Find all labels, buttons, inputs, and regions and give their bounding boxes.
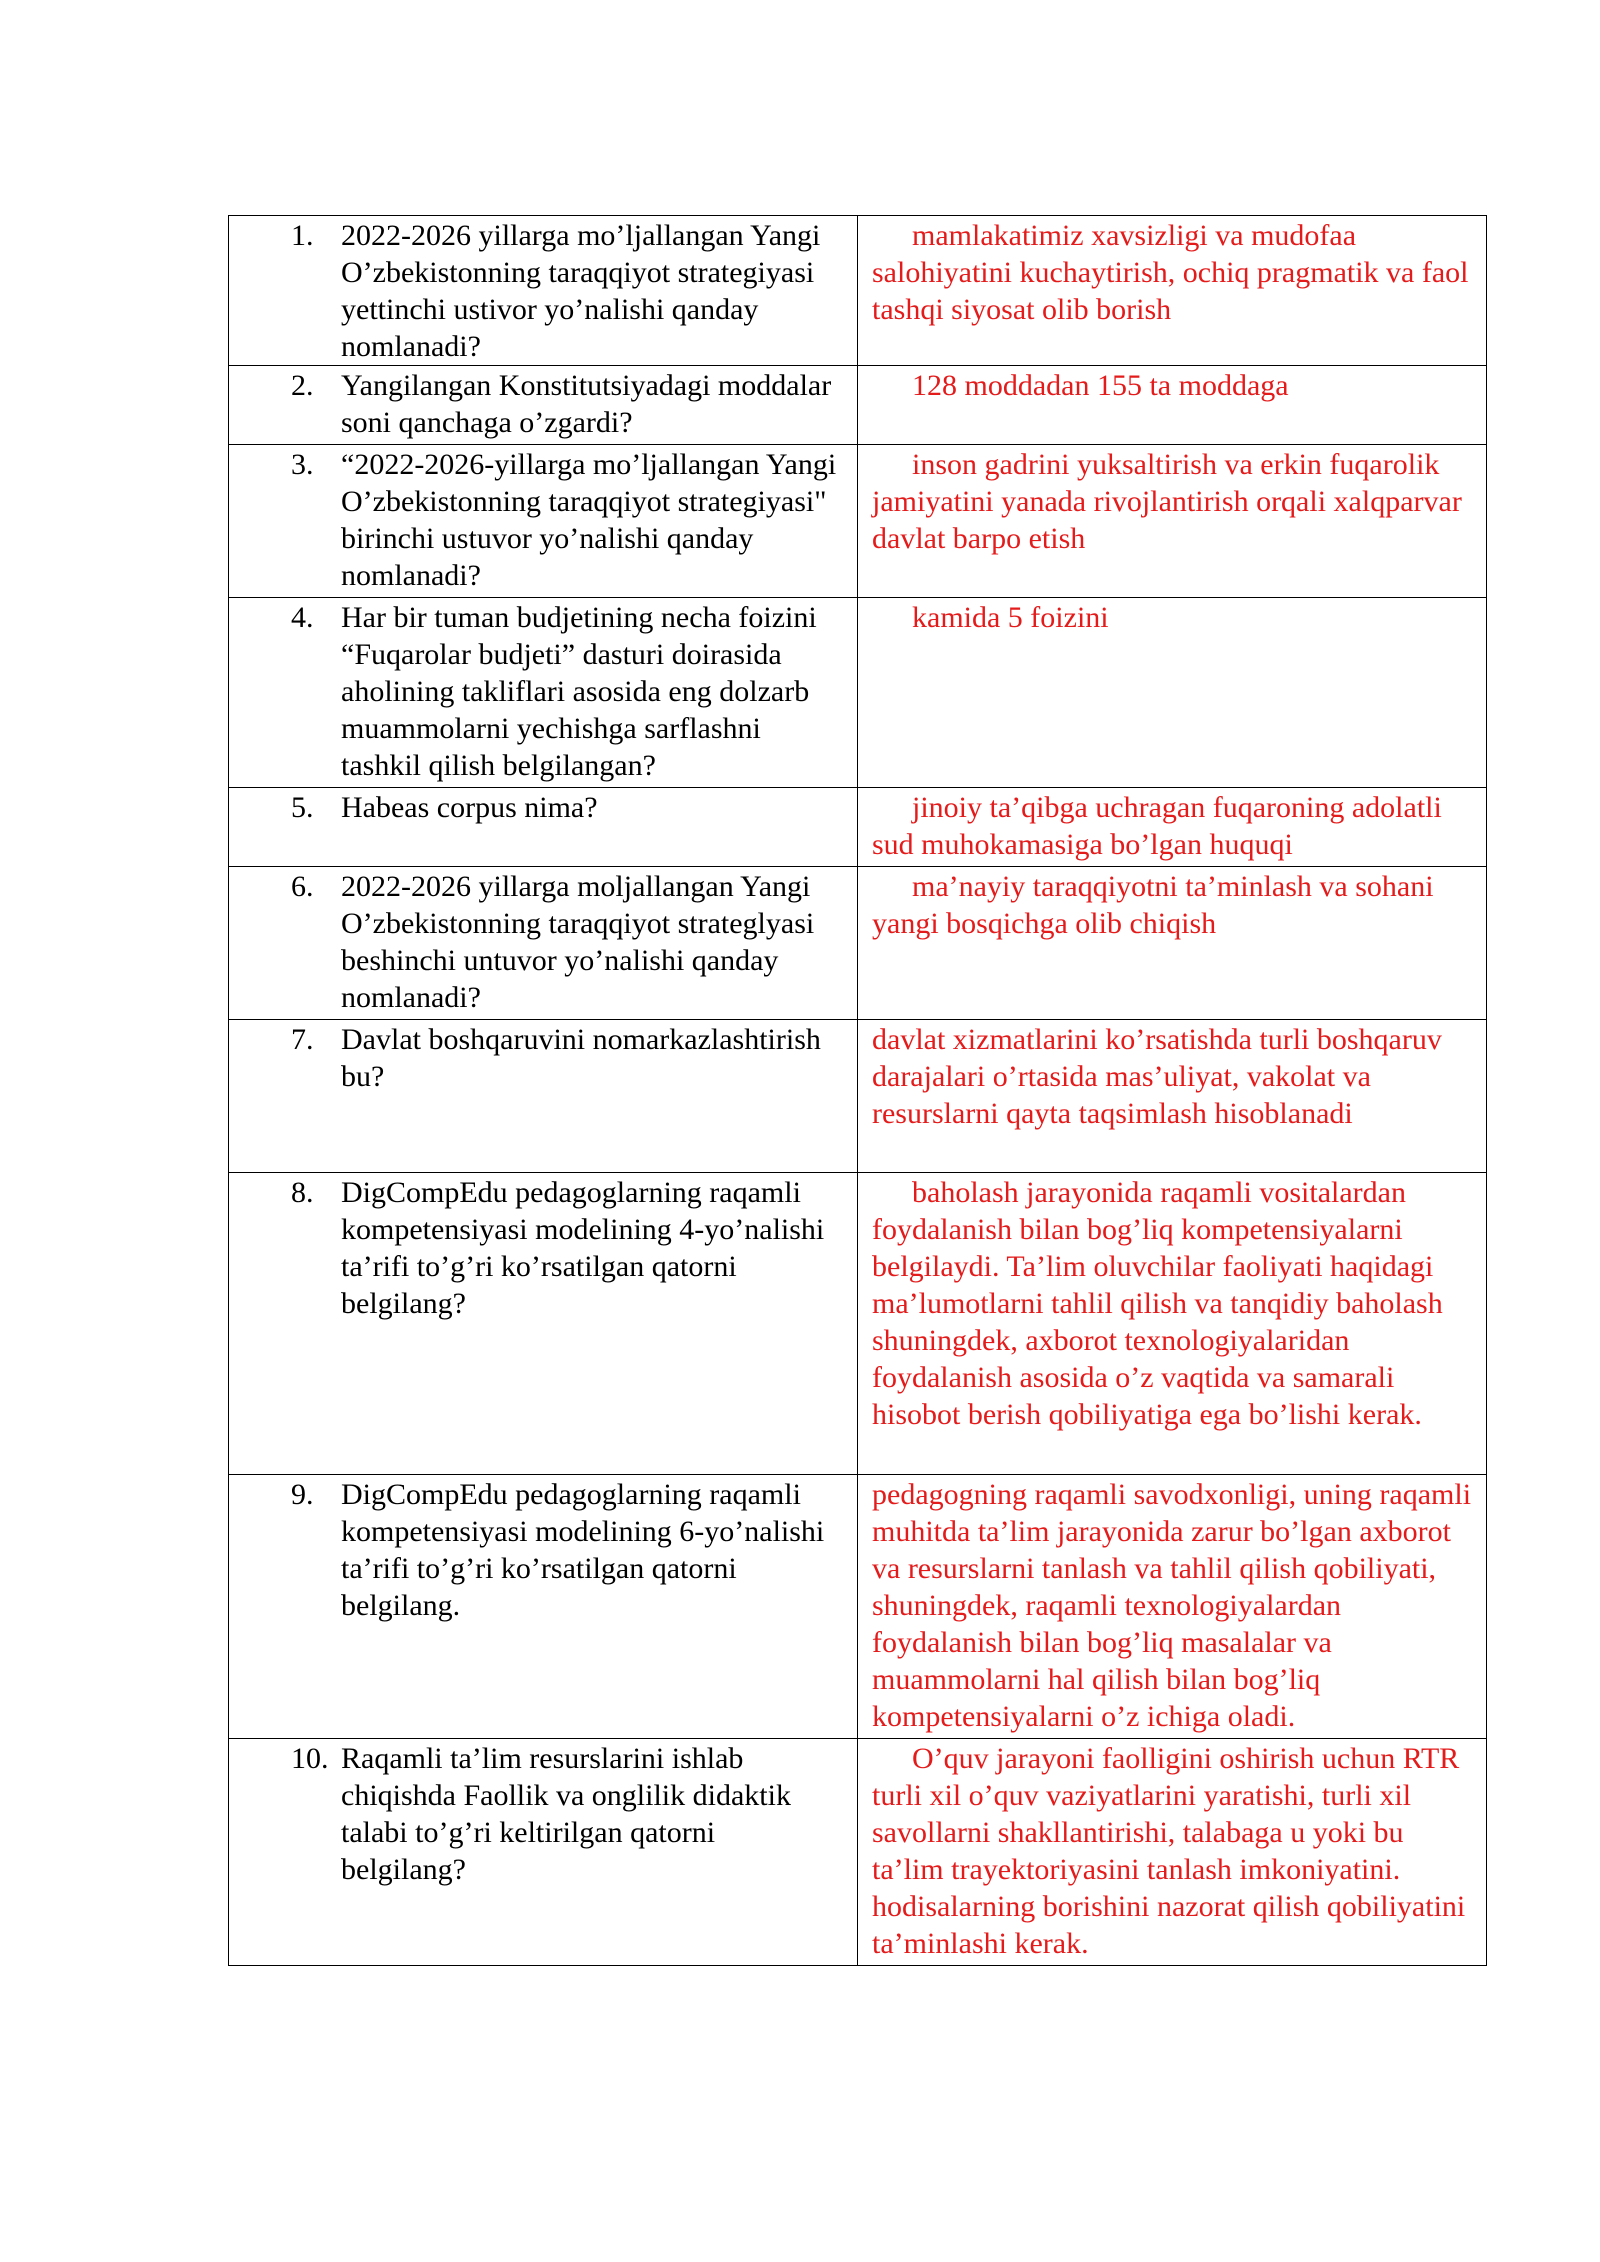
answer-text: O’quv jarayoni faolligini oshirish uchun RTR turli xil o’quv vaziyatlarini yaratishi, turli xil savollarni shakllantirishi, talabaga u yoki bu ta’lim trayektoriyasini tanlash imkoniyatini. hodisalarning borishini nazorat qilish qobiliyatini ta’minlashi kerak. xyxy=(872,1742,1466,1960)
question-number: 6. xyxy=(291,870,314,903)
answer-text: ma’nayiy taraqqiyotni ta’minlash va sohani yangi bosqichga olib chiqish xyxy=(872,870,1434,940)
answer-cell xyxy=(858,788,1487,867)
answer-cell xyxy=(858,1020,1487,1173)
table-row xyxy=(229,598,1487,788)
answer-cell xyxy=(858,366,1487,445)
question-cell xyxy=(229,598,858,788)
answer-cell xyxy=(858,598,1487,788)
answer-cell xyxy=(858,867,1487,1020)
answer-cell xyxy=(858,216,1487,366)
table-row xyxy=(229,1475,1487,1739)
answer-text: baholash jarayonida raqamli vositalardan foydalanish bilan bog’liq kompetensiyalarni belgilaydi. Ta’lim oluvchilar faoliyati haqidagi ma’lumotlarni tahlil qilish va tanqidiy baholash shuningdek, axborot texnologiyalaridan foydalanish asosida o’z vaqtida va samarali hisobot berish qobiliyatiga ega bo’lishi kerak. xyxy=(872,1176,1443,1431)
table-row xyxy=(229,445,1487,598)
answer-cell xyxy=(858,1739,1487,1966)
question-cell xyxy=(229,788,858,867)
question-cell xyxy=(229,445,858,598)
question-number: 10. xyxy=(291,1742,329,1775)
question-text: 2022-2026 yillarga mo’ljallangan Yangi O’zbekistonning taraqqiyot strategiyasi yettinchi ustivor yo’nalishi qanday nomlanadi? xyxy=(341,219,821,363)
answer-cell xyxy=(858,1475,1487,1739)
answer-text: pedagogning raqamli savodxonligi, uning raqamli muhitda ta’lim jarayonida zarur bo’lgan axborot va resurslarni tanlash va tahlil qilish qobiliyati, shuningdek, raqamli texnologiyalardan foydalanish bilan bog’liq masalalar va muammolarni hal qilish bilan bog’liq kompetensiyalarni o’z ichiga oladi. xyxy=(872,1478,1472,1733)
question-cell xyxy=(229,867,858,1020)
question-text: Habeas corpus nima? xyxy=(341,791,598,824)
table-row xyxy=(229,1020,1487,1173)
answer-cell xyxy=(858,1173,1487,1475)
question-text: 2022-2026 yillarga moljallangan Yangi O’zbekistonning taraqqiyot strateglyasi beshinchi untuvor yo’nalishi qanday nomlanadi? xyxy=(341,870,815,1014)
question-text: “2022-2026-yillarga mo’ljallangan Yangi O’zbekistonning taraqqiyot strategiyasi" birinchi ustuvor yo’nalishi qanday nomlanadi? xyxy=(341,448,837,592)
question-cell xyxy=(229,216,858,366)
table-row xyxy=(229,867,1487,1020)
question-number: 5. xyxy=(291,791,314,824)
question-cell xyxy=(229,366,858,445)
question-number: 4. xyxy=(291,601,314,634)
answer-text: davlat xizmatlarini ko’rsatishda turli boshqaruv darajalari o’rtasida mas’uliyat, vakolat va resurslarni qayta taqsimlash hisoblanadi xyxy=(872,1023,1442,1130)
question-text: Yangilangan Konstitutsiyadagi moddalar soni qanchaga o’zgardi? xyxy=(341,369,832,439)
question-cell xyxy=(229,1173,858,1475)
answer-text: jinoiy ta’qibga uchragan fuqaroning adolatli sud muhokamasiga bo’lgan huquqi xyxy=(872,791,1442,861)
question-text: Raqamli ta’lim resurslarini ishlab chiqishda Faollik va onglilik didaktik talabi to’g’ri keltirilgan qatorni belgilang? xyxy=(341,1742,791,1886)
question-number: 7. xyxy=(291,1023,314,1056)
question-number: 3. xyxy=(291,448,314,481)
question-text: Har bir tuman budjetining necha foizini “Fuqarolar budjeti” dasturi doirasida aholining takliflari asosida eng dolzarb muammolarni yechishga sarflashni tashkil qilish belgilangan? xyxy=(341,601,817,782)
question-text: DigCompEdu pedagoglarning raqamli kompetensiyasi modelining 6-yo’nalishi ta’rifi to’g’ri ko’rsatilgan qatorni belgilang. xyxy=(341,1478,825,1622)
question-cell xyxy=(229,1739,858,1966)
question-number: 8. xyxy=(291,1176,314,1209)
answer-text: mamlakatimiz xavsizligi va mudofaa salohiyatini kuchaytirish, ochiq pragmatik va faol tashqi siyosat olib borish xyxy=(872,219,1469,326)
question-cell xyxy=(229,1020,858,1173)
answer-text: kamida 5 foizini xyxy=(912,601,1109,634)
question-cell xyxy=(229,1475,858,1739)
question-text: DigCompEdu pedagoglarning raqamli kompetensiyasi modelining 4-yo’nalishi ta’rifi to’g’ri ko’rsatilgan qatorni belgilang? xyxy=(341,1176,825,1320)
table-row xyxy=(229,366,1487,445)
question-number: 2. xyxy=(291,369,314,402)
table-row xyxy=(229,788,1487,867)
answer-text: 128 moddadan 155 ta moddaga xyxy=(912,369,1289,402)
answer-cell xyxy=(858,445,1487,598)
table-row xyxy=(229,1173,1487,1475)
question-number: 1. xyxy=(291,219,314,252)
question-number: 9. xyxy=(291,1478,314,1511)
table-row xyxy=(229,1739,1487,1966)
table-row xyxy=(229,216,1487,366)
qa-table xyxy=(228,215,1487,1966)
question-text: Davlat boshqaruvini nomarkazlashtirish bu? xyxy=(341,1023,821,1093)
answer-text: inson gadrini yuksaltirish va erkin fuqarolik jamiyatini yanada rivojlantirish orqali xalqparvar davlat barpo etish xyxy=(872,448,1462,555)
